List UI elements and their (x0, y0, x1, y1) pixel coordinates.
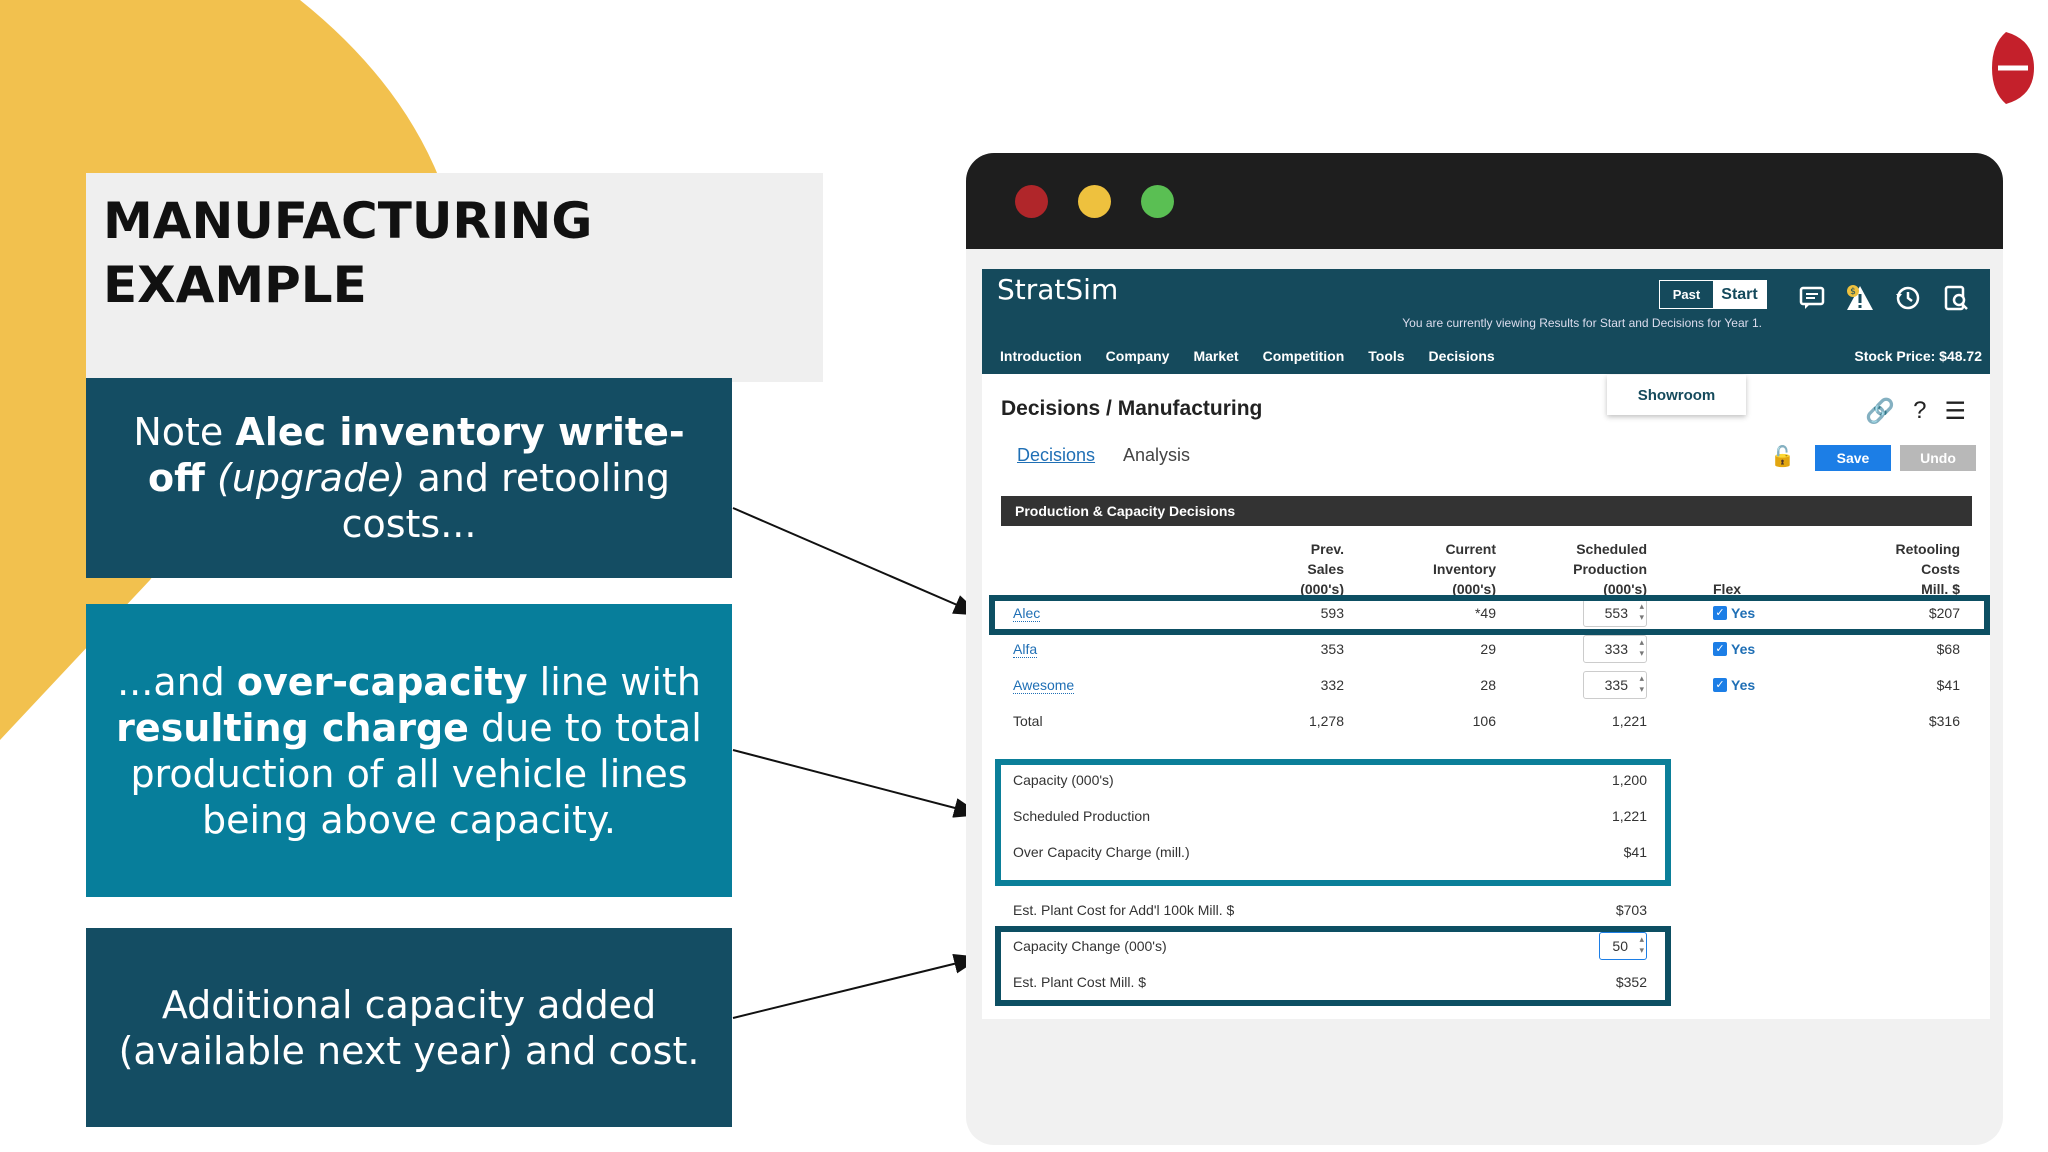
capacity-value: 1,200 (1611, 772, 1647, 788)
est-plant-cost-100k-value: $703 (1615, 902, 1647, 918)
nav-decisions[interactable]: Decisions (1428, 348, 1495, 364)
header-prev-sales: Prev. Sales (000's) (1300, 541, 1344, 597)
stock-price: Stock Price: $48.72 (1854, 348, 1982, 364)
link-icon[interactable]: 🔗 (1865, 398, 1896, 425)
highlight-capacity-change (995, 926, 1671, 1006)
nav-tools[interactable]: Tools (1368, 348, 1405, 364)
highlight-alec-row (989, 595, 1990, 635)
flex-checkbox[interactable]: ✓ Yes (1713, 605, 1755, 621)
showroom-button[interactable]: Showroom (1607, 375, 1746, 415)
past-button[interactable]: Past (1660, 281, 1713, 308)
panel-title: Production & Capacity Decisions (1001, 496, 1972, 526)
nav-company[interactable]: Company (1105, 348, 1170, 364)
nav-introduction[interactable]: Introduction (1000, 348, 1082, 364)
save-button[interactable]: Save (1815, 445, 1891, 471)
cell-retooling: $68 (1936, 641, 1960, 657)
highlight-capacity-section (995, 759, 1671, 886)
production-panel (1001, 496, 1972, 990)
chat-icon[interactable] (1795, 281, 1829, 315)
row-name-awesome[interactable]: Awesome (1013, 677, 1075, 693)
tab-decisions[interactable]: Decisions (1017, 445, 1096, 465)
stratsim-app (982, 269, 1990, 1019)
scheduled-production-value: 1,221 (1611, 808, 1647, 824)
capacity-change-input[interactable]: 50 ▴ ▾ (1599, 932, 1647, 960)
page-title: Decisions / Manufacturing (1001, 397, 1263, 420)
est-plant-cost-100k-label: Est. Plant Cost for Add'l 100k Mill. $ (1013, 902, 1235, 918)
cell-inventory: 29 (1480, 641, 1496, 657)
start-button[interactable]: Start (1713, 281, 1766, 308)
production-input[interactable]: 553 ▴ ▾ (1583, 599, 1647, 627)
flex-checkbox[interactable]: ✓ Yes (1713, 677, 1755, 693)
svg-text:$: $ (1850, 287, 1856, 297)
viewing-status: You are currently viewing Results for Start and Decisions for Year 1. (1402, 316, 1762, 330)
total-label: Total (1013, 713, 1043, 729)
nav-competition[interactable]: Competition (1262, 348, 1345, 364)
undo-button[interactable]: Undo (1900, 445, 1976, 471)
arrow-1 (733, 508, 978, 614)
capacity-label: Capacity (000's) (1013, 772, 1114, 788)
total-prev-sales: 1,278 (1308, 713, 1344, 729)
app-header (982, 269, 1990, 374)
cell-retooling: $207 (1928, 605, 1960, 621)
est-plant-cost-value: $352 (1615, 974, 1647, 990)
main-nav (1000, 348, 1495, 364)
tabs (1017, 445, 1190, 466)
alert-icon[interactable] (1843, 281, 1877, 315)
tab-analysis[interactable]: Analysis (1123, 445, 1191, 465)
row-name-alfa[interactable]: Alfa (1013, 641, 1038, 657)
help-icon[interactable]: ? (1913, 397, 1927, 424)
capacity-change-label: Capacity Change (000's) (1013, 938, 1167, 954)
note-over-capacity: ...and over-capacity line with resulting charge due to total production of all vehicle lines being above capacity. (86, 604, 732, 897)
app-brand[interactable]: StratSim (997, 273, 1119, 306)
cell-prev-sales: 353 (1320, 641, 1344, 657)
search-report-icon[interactable] (1939, 281, 1973, 315)
period-toggle[interactable] (1659, 280, 1767, 309)
arrow-2 (733, 750, 978, 814)
note-additional-capacity: Additional capacity added (available next year) and cost. (86, 928, 732, 1127)
cell-inventory: *49 (1474, 605, 1496, 621)
slide-title: MANUFACTURING EXAMPLE (103, 192, 593, 314)
arrow-3 (733, 958, 978, 1018)
maximize-window-dot[interactable] (1141, 185, 1174, 218)
production-input[interactable]: 333 ▴ ▾ (1583, 635, 1647, 663)
header-production: Scheduled Production (000's) (1573, 541, 1647, 597)
total-retooling: $316 (1928, 713, 1960, 729)
total-inventory: 106 (1472, 713, 1496, 729)
cell-retooling: $41 (1936, 677, 1960, 693)
est-plant-cost-label: Est. Plant Cost Mill. $ (1013, 974, 1147, 990)
production-input[interactable]: 335 ▴ ▾ (1583, 671, 1647, 699)
browser-titlebar (966, 153, 2003, 249)
cell-prev-sales: 332 (1320, 677, 1344, 693)
over-capacity-label: Over Capacity Charge (mill.) (1013, 844, 1190, 860)
minimize-window-dot[interactable] (1078, 185, 1111, 218)
total-production: 1,221 (1611, 713, 1647, 729)
row-name-alec[interactable]: Alec (1013, 605, 1041, 621)
cell-inventory: 28 (1480, 677, 1496, 693)
nav-market[interactable]: Market (1193, 348, 1239, 364)
header-inventory: Current Inventory (000's) (1432, 541, 1496, 597)
note-inventory-writeoff: Note Alec inventory write-off (upgrade) and retooling costs... (86, 378, 732, 578)
over-capacity-value: $41 (1623, 844, 1647, 860)
history-icon[interactable] (1891, 281, 1925, 315)
menu-icon[interactable]: ☰ (1944, 398, 1966, 425)
close-window-dot[interactable] (1015, 185, 1048, 218)
scheduled-production-label: Scheduled Production (1013, 808, 1150, 824)
header-retooling: Retooling Costs Mill. $ (1895, 541, 1960, 597)
unlock-icon[interactable]: 🔓 (1770, 446, 1795, 468)
cell-prev-sales: 593 (1320, 605, 1344, 621)
header-flex: Flex (1713, 581, 1742, 597)
flex-checkbox[interactable]: ✓ Yes (1713, 641, 1755, 657)
